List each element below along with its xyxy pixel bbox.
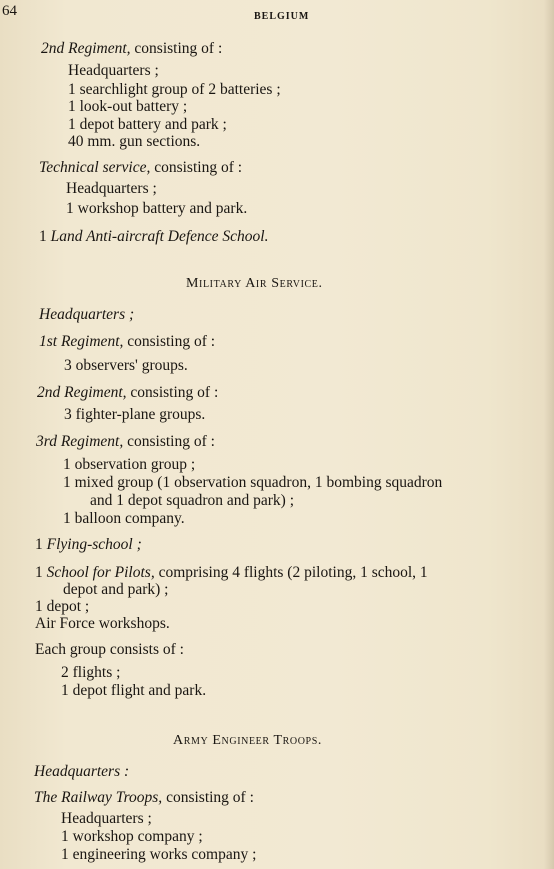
- entry-item: depot and park) ;: [63, 581, 169, 598]
- entry-heading: 2nd Regiment, consisting of :: [37, 384, 219, 401]
- entry-item: and 1 depot squadron and park) ;: [90, 492, 295, 509]
- entry-item: 1 depot flight and park.: [61, 682, 207, 699]
- entry-item: 1 searchlight group of 2 batteries ;: [68, 81, 281, 98]
- page-edge-shadow: [544, 0, 554, 869]
- entry-heading: Headquarters :: [34, 763, 130, 780]
- entry-item: 1 engineering works company ;: [61, 846, 257, 863]
- entry-item: Headquarters ;: [68, 62, 159, 79]
- entry-item: 1 workshop company ;: [61, 828, 203, 845]
- entry-item: 40 mm. gun sections.: [68, 133, 201, 150]
- entry-item: 1 depot ;: [35, 598, 90, 615]
- entry-heading: 1 Flying-school ;: [35, 536, 142, 553]
- entry-heading: 3rd Regiment, consisting of :: [36, 433, 215, 450]
- entry-item: 2 flights ;: [61, 664, 121, 681]
- entry-heading: 1 School for Pilots, comprising 4 flights (2 piloting, 1 school, 1: [35, 564, 428, 581]
- entry-heading: Technical service, consisting of :: [39, 159, 243, 176]
- entry-heading: Each group consists of :: [35, 641, 184, 658]
- page-number: 64: [2, 3, 17, 19]
- entry-item: 1 depot battery and park ;: [68, 116, 227, 133]
- section-heading: Army Engineer Troops.: [173, 733, 322, 748]
- entry-item: 1 look-out battery ;: [68, 98, 188, 115]
- entry-heading: 1 Land Anti-aircraft Defence School.: [39, 228, 269, 245]
- entry-item: 3 fighter-plane groups.: [64, 406, 206, 423]
- entry-item: Headquarters ;: [61, 810, 152, 827]
- entry-item: 1 observation group ;: [63, 456, 196, 473]
- entry-item: Headquarters ;: [66, 180, 157, 197]
- entry-item: 1 balloon company.: [63, 510, 185, 527]
- entry-item: 3 observers' groups.: [64, 357, 188, 374]
- section-heading: Military Air Service.: [186, 276, 323, 291]
- entry-item: 1 mixed group (1 observation squadron, 1 bombing squadron: [63, 474, 443, 491]
- entry-heading: Headquarters ;: [39, 306, 135, 323]
- entry-heading: 2nd Regiment, consisting of :: [41, 40, 223, 57]
- entry-heading: 1st Regiment, consisting of :: [39, 333, 216, 350]
- running-head: BELGIUM: [254, 11, 310, 22]
- entry-item: Air Force workshops.: [35, 615, 170, 632]
- entry-item: 1 workshop battery and park.: [66, 200, 248, 217]
- entry-heading: The Railway Troops, consisting of :: [34, 789, 254, 806]
